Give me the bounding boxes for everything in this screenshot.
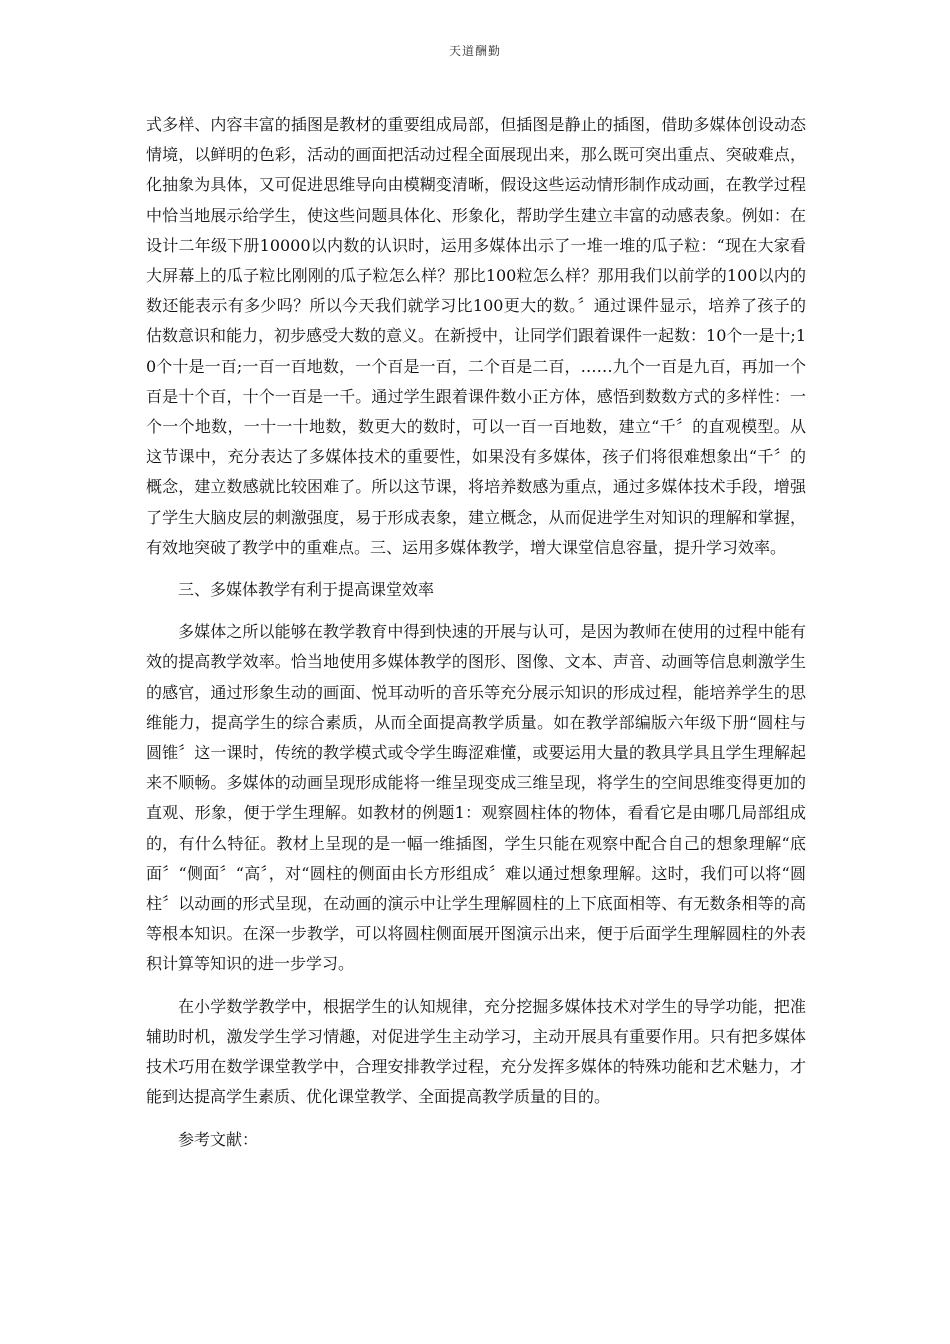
body-paragraph: 在小学数学教学中，根据学生的认知规律，充分挖掘多媒体技术对学生的导学功能，把准辅助时机，激发学生学习情趣，对促进学生主动学习，主动开展具有重要作用。只有把多媒体技术巧用在数学课堂教学中，合理安排教学过程，充分发挥多媒体的特殊功能和艺术魅力，才能到达提高学生素质、优化课堂教学、全面提高教学质量的目的。 bbox=[146, 996, 806, 1107]
references-heading: 参考文献： bbox=[178, 1129, 259, 1149]
page-header: 天道酬勤 bbox=[448, 44, 501, 58]
body-paragraph: 多媒体之所以能够在教学教育中得到快速的开展与认可，是因为教师在使用的过程中能有效的提高教学效率。恰当地使用多媒体教学的图形、图像、文本、声音、动画等信息刺激学生的感官，通过形象生动的画面、悦耳动听的音乐等充分展示知识的形成过程，能培养学生的思维能力，提高学生的综合素质，从而全面提高教学质量。如在教学部编版六年级下册“圆柱与圆锥〞这一课时，传统的教学模式或令学生晦涩难懂，或要运用大量的教具学具且学生理解起来不顺畅。多媒体的动画呈现形成能将一维呈现变成三维呈现，将学生的空间思维变得更加的直观、形象，便于学生理解。如教材的例题1：观察圆柱体的物体，看看它是由哪几局部组成的，有什么特征。教材上呈现的是一幅一维插图，学生只能在观察中配合自己的想象理解“底面〞“侧面〞“高〞，对“圆柱的侧面由长方形组成〞难以通过想象理解。这时，我们可以将“圆柱〞以动画的形式呈现，在动画的演示中让学生理解圆柱的上下底面相等、有无数条相等的高等根本知识。在深一步教学，可以将圆柱侧面展开图演示出来，便于后面学生理解圆柱的外表积计算等知识的进一步学习。 bbox=[146, 622, 806, 974]
document-body bbox=[146, 110, 806, 1167]
body-paragraph: 式多样、内容丰富的插图是教材的重要组成局部，但插图是静止的插图，借助多媒体创设动态情境，以鲜明的色彩，活动的画面把活动过程全面展现出来，那么既可突出重点、突破难点，化抽象为具体，又可促进思维导向由模糊变清晰，假设这些运动情形制作成动画，在教学过程中恰当地展示给学生，使这些问题具体化、形象化，帮助学生建立丰富的动感表象。例如：在设计二年级下册10000以内数的认识时，运用多媒体出示了一堆一堆的瓜子粒：“现在大家看大屏幕上的瓜子粒比刚刚的瓜子粒怎么样？那比100粒怎么样？那用我们以前学的100以内的数还能表示有多少吗？所以今天我们就学习比100更大的数。〞通过课件显示，培养了孩子的估数意识和能力，初步感受大数的意义。在新授中，让同学们跟着课件一起数：10个一是十;10个十是一百;一百一百地数，一个百是一百，二个百是二百，……九个一百是九百，再加一个百是十个百，十个一百是一千。通过学生跟着课件数小正方体，感悟到数数方式的多样性：一个一个地数，一十一十地数，数更大的数时，可以一百一百地数，建立“千〞的直观模型。从这节课中，充分表达了多媒体技术的重要性，如果没有多媒体，孩子们将很难想象出“千〞的概念，建立数感就比较困难了。所以这节课，将培养数感为重点，通过多媒体技术手段，增强了学生大脑皮层的刺激强度，易于形成表象，建立概念，从而促进学生对知识的理解和掌握，有效地突破了教学中的重难点。三、运用多媒体教学，增大课堂信息容量，提升学习效率。 bbox=[146, 115, 806, 557]
section-heading: 三、多媒体教学有利于提高课堂效率 bbox=[178, 580, 435, 600]
